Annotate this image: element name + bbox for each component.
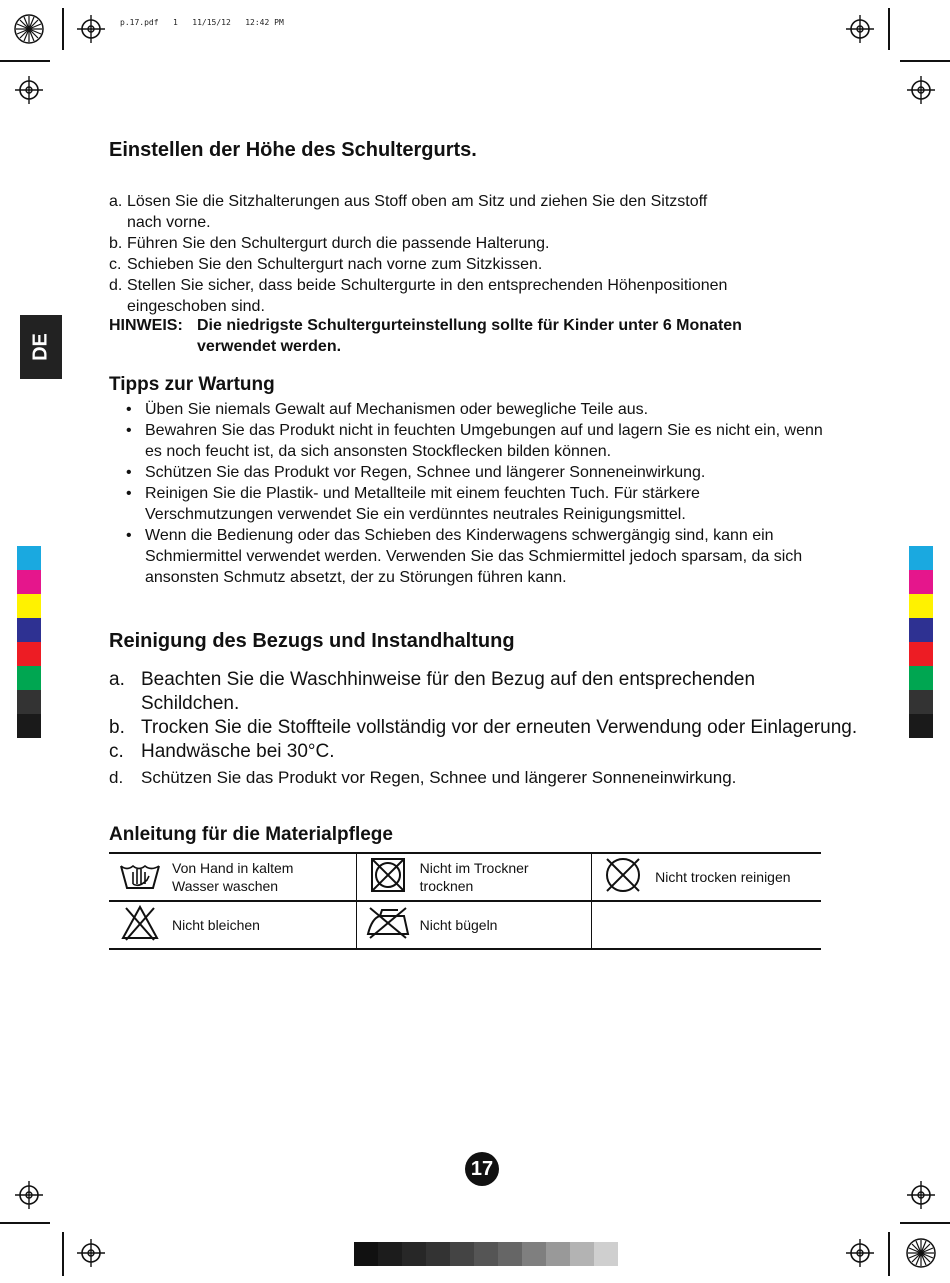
color-swatch bbox=[909, 690, 933, 714]
color-swatch bbox=[909, 714, 933, 738]
empty-cell bbox=[592, 901, 821, 949]
starburst-icon bbox=[14, 14, 44, 44]
registration-mark-icon bbox=[906, 75, 936, 105]
color-swatch bbox=[909, 642, 933, 666]
care-text-cell: Nicht bügeln bbox=[419, 901, 592, 949]
list-item: c. Schieben Sie den Schultergurt nach vorne zum Sitzkissen. bbox=[109, 256, 543, 273]
section1-steps bbox=[109, 191, 869, 317]
registration-mark-icon bbox=[76, 1238, 106, 1268]
no-bleach-icon bbox=[120, 904, 160, 942]
starburst-icon bbox=[906, 1238, 936, 1268]
section2-bullets bbox=[109, 399, 829, 588]
color-swatch bbox=[909, 666, 933, 690]
care-text-cell: Nicht bleichen bbox=[171, 901, 356, 949]
gray-swatch bbox=[522, 1242, 546, 1266]
color-swatch bbox=[17, 690, 41, 714]
color-swatch bbox=[17, 546, 41, 570]
care-symbol-cell bbox=[592, 853, 655, 901]
registration-mark-icon bbox=[845, 1238, 875, 1268]
color-swatch bbox=[17, 570, 41, 594]
gray-swatch bbox=[402, 1242, 426, 1266]
color-swatch bbox=[17, 666, 41, 690]
section2-title: Tipps zur Wartung bbox=[109, 374, 275, 395]
gray-bar bbox=[354, 1242, 618, 1266]
care-text-cell: Nicht trocken reinigen bbox=[654, 853, 821, 901]
registration-mark-icon bbox=[845, 14, 875, 44]
color-swatch bbox=[17, 642, 41, 666]
care-symbols-table bbox=[109, 852, 821, 950]
color-bar-left bbox=[17, 546, 41, 738]
page-number: 17 bbox=[465, 1152, 499, 1186]
color-swatch bbox=[909, 546, 933, 570]
list-item: b. Führen Sie den Schultergurt durch die passende Halterung. bbox=[109, 235, 550, 252]
gray-swatch bbox=[546, 1242, 570, 1266]
care-symbol-cell bbox=[356, 901, 419, 949]
section1-title: Einstellen der Höhe des Schultergurts. bbox=[109, 139, 477, 161]
table-row bbox=[109, 853, 821, 901]
language-tab: DE bbox=[20, 315, 62, 379]
care-symbol-cell bbox=[109, 901, 171, 949]
gray-swatch bbox=[570, 1242, 594, 1266]
gray-swatch bbox=[426, 1242, 450, 1266]
color-swatch bbox=[17, 714, 41, 738]
section4-title: Anleitung für die Materialpflege bbox=[109, 824, 393, 845]
hand-wash-icon bbox=[117, 858, 163, 892]
list-item: b. Trocken Sie die Stoffteile vollständig vor der erneuten Verwendung oder Einlagerung. bbox=[109, 717, 858, 738]
care-text-cell: Nicht im Trockner trocknen bbox=[419, 853, 592, 901]
no-tumble-dry-icon bbox=[368, 855, 408, 895]
section3-steps bbox=[109, 668, 889, 790]
registration-mark-icon bbox=[14, 75, 44, 105]
list-item: a. Beachten Sie die Waschhinweise für den Bezug auf den entsprechenden Schildchen. bbox=[109, 669, 756, 714]
care-symbol-cell bbox=[109, 853, 171, 901]
table-row bbox=[109, 901, 821, 949]
list-item: • Üben Sie niemals Gewalt auf Mechanismen oder bewegliche Teile aus. bbox=[126, 401, 649, 418]
registration-mark-icon bbox=[906, 1180, 936, 1210]
color-swatch bbox=[17, 594, 41, 618]
list-item: c. Handwäsche bei 30°C. bbox=[109, 741, 335, 762]
note-text: Die niedrigste Schultergurteinstellung sollte für Kinder unter 6 Monaten verwendet werden. bbox=[197, 317, 742, 355]
note bbox=[109, 315, 869, 357]
no-dry-clean-icon bbox=[601, 855, 645, 895]
print-slug: p.17.pdf 1 11/15/12 12:42 PM bbox=[120, 18, 284, 27]
color-bar-right bbox=[909, 546, 933, 738]
color-swatch bbox=[909, 618, 933, 642]
care-text-cell: Von Hand in kaltem Wasser waschen bbox=[171, 853, 356, 901]
list-item: • Reinigen Sie die Plastik- und Metallteile mit einem feuchten Tuch. Für stärkere Verschmutzungen verwendet Sie ein verdünntes neutrales Reinigungsmittel. bbox=[126, 485, 700, 523]
gray-swatch bbox=[498, 1242, 522, 1266]
list-item: a. Lösen Sie die Sitzhalterungen aus Stoff oben am Sitz und ziehen Sie den Sitzstoff nach vorne. bbox=[109, 193, 708, 231]
color-swatch bbox=[17, 618, 41, 642]
color-swatch bbox=[909, 570, 933, 594]
gray-swatch bbox=[378, 1242, 402, 1266]
gray-swatch bbox=[474, 1242, 498, 1266]
gray-swatch bbox=[450, 1242, 474, 1266]
gray-swatch bbox=[354, 1242, 378, 1266]
list-item: d. Schützen Sie das Produkt vor Regen, Schnee und längerer Sonneneinwirkung. bbox=[109, 768, 737, 787]
list-item: • Wenn die Bedienung oder das Schieben des Kinderwagens schwergängig sind, kann ein Schmiermittel verwendet werden. Verwenden Sie das Schmiermittel jedoch sparsam, da sich ansonsten Schmutz absetzt, der zu Störungen führen kann. bbox=[126, 527, 803, 586]
color-swatch bbox=[909, 594, 933, 618]
registration-mark-icon bbox=[14, 1180, 44, 1210]
list-item: d. Stellen Sie sicher, dass beide Schultergurte in den entsprechenden Höhenpositionen eingeschoben sind. bbox=[109, 277, 728, 315]
no-iron-icon bbox=[364, 906, 412, 940]
note-label: HINWEIS: bbox=[109, 317, 183, 334]
registration-mark-icon bbox=[76, 14, 106, 44]
list-item: • Bewahren Sie das Produkt nicht in feuchten Umgebungen auf und lagern Sie es nicht ein, wenn es noch feucht ist, da sich ansonsten Stockflecken bilden können. bbox=[126, 422, 823, 460]
section3-title: Reinigung des Bezugs und Instandhaltung bbox=[109, 630, 515, 652]
list-item: • Schützen Sie das Produkt vor Regen, Schnee und längerer Sonneneinwirkung. bbox=[126, 464, 706, 481]
gray-swatch bbox=[594, 1242, 618, 1266]
care-symbol-cell bbox=[356, 853, 419, 901]
